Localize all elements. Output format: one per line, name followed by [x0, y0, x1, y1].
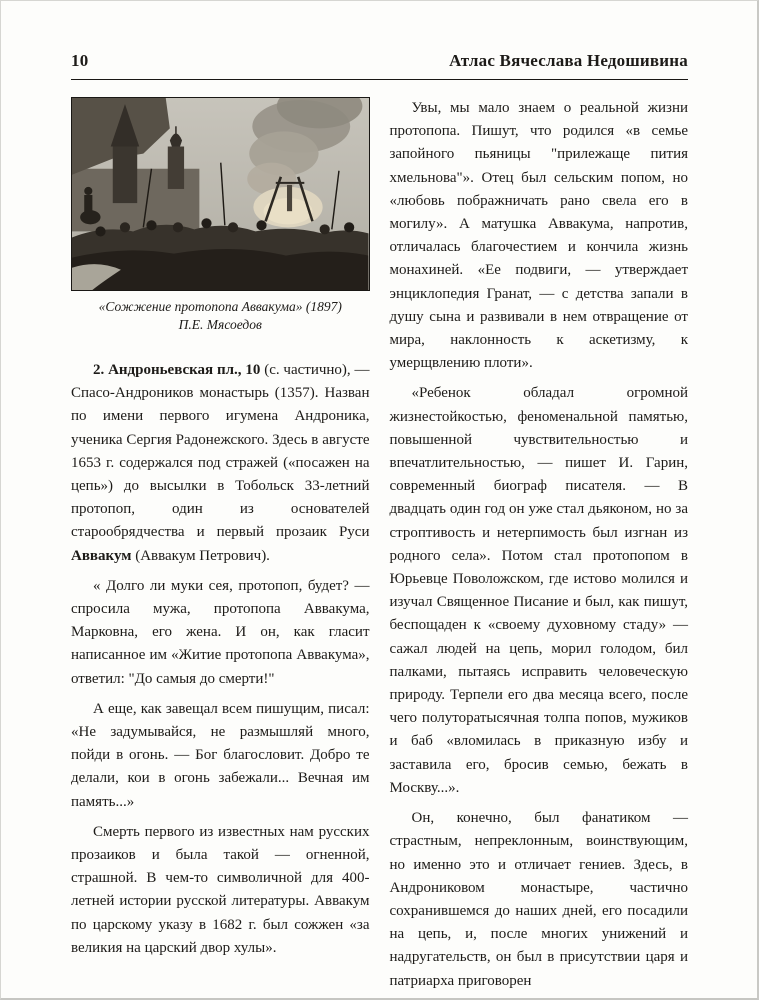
painting-image: [71, 97, 370, 291]
page-header: [71, 51, 688, 71]
paragraph-fanatic: Он, конечно, был фанатиком — страстным, непреклонным, воинствующим, но именно это и отличает гениев. Здесь, в Андрониковом монастыре, частично сохранившемся до наших дней, его посадили на цепь, и, после многих унижений и надругательств, он был в присутствии царя и патриарха приговорен: [389, 810, 688, 989]
text-columns: [71, 97, 688, 1000]
figure-caption: [71, 298, 370, 333]
painting-illustration: [72, 98, 369, 290]
address-text: (с. частично), — Спасо-Андроников монастырь (1357). Назван по имени первого игумена Андроника, ученика Сергия Радонежского. Здесь в августе 1653 г. содержался под стражей («посажен на цепь») до высылки в Тобольск 33-летний протопоп, один из основателей старообрядчества и первый прозаик Руси: [71, 362, 370, 541]
figure-caption-artist: П.Е. Мясоедов: [178, 316, 262, 332]
left-column: [71, 97, 370, 1000]
address-text-tail: (Аввакум Петрович).: [131, 547, 270, 564]
paragraph-address: [71, 359, 370, 568]
paragraph-biography-family: Увы, мы мало знаем о реальной жизни протопопа. Пишут, что родился «в семье запойного пьяницы "прилежаще пития хмельнова"». Отец был сельским попом, но «любовь пображничать рано свела его в могилу». А матушка Аввакума, напротив, отличалась благочестием и кончила жизнь монахиней. «Ее подвиги, — утверждает энциклопедия Гранат, — с детства запали в душу сына и развивали в нем отвращение от мира, наклонность к аскетизму, к умерщвлению плоти».: [389, 100, 688, 372]
figure-caption-title: «Сожжение протопопа Аввакума» (1897): [98, 299, 342, 314]
paragraph-quote-markovna: « Долго ли муки сея, протопоп, будет? — спросила мужа, протопопа Аввакума, Марковна, его жена. И он, как гласит написанное им «Житие протопопа Аввакума», ответил: "До самыя до смерти!": [71, 577, 370, 687]
avvakum-bold: Аввакум: [71, 547, 132, 564]
right-column: [390, 97, 689, 1000]
paragraph-biography-youth: «Ребенок обладал огромной жизнестойкостью, феноменальной памятью, повышенной чувствительностью и впечатлительностью, — пишет И. Гарин, современный биограф писателя. — В двадцать один год он уже стал дьяконом, но за строптивость и нетерпимость был изгнан из родного села». Потом стал протопопом в Юрьевце Поволожском, где истово молился и изучал Священное Писание и был, как пишут, беспощаден к «своему духовному стаду» — сажал людей на цепь, морил голодом, бил палками, пытаясь исправить человеческую природу. Терпели его два месяца всего, после чего полуторатысячная толпа попов, мужиков и баб «вломилась в приказную избу и заставила его, бросив семью, бежать в Москву...».: [389, 385, 688, 796]
paragraph-quote-testament: А еще, как завещал всем пишущим, писал: «Не задумывайся, не размышляй много, пойди в огонь. — Бог благословит. Добро те делали, кои в огонь забежали... Вечная им память...»: [71, 700, 370, 810]
paragraph-death: Смерть первого из известных нам русских прозаиков и была такой — огненной, страшной. В чем-то символичной для 400-летней истории русской литературы. Аввакум по царскому указу в 1682 г. был сожжен «за великия на царский двор хулы».: [71, 823, 370, 956]
page-number: 10: [71, 51, 89, 70]
address-bold: 2. Андроньевская пл., 10: [93, 362, 261, 378]
header-title: Атлас Вячеслава Недошивина: [449, 51, 688, 70]
page-content: [1, 1, 757, 1000]
header-rule: [71, 79, 688, 80]
figure: [71, 97, 370, 333]
